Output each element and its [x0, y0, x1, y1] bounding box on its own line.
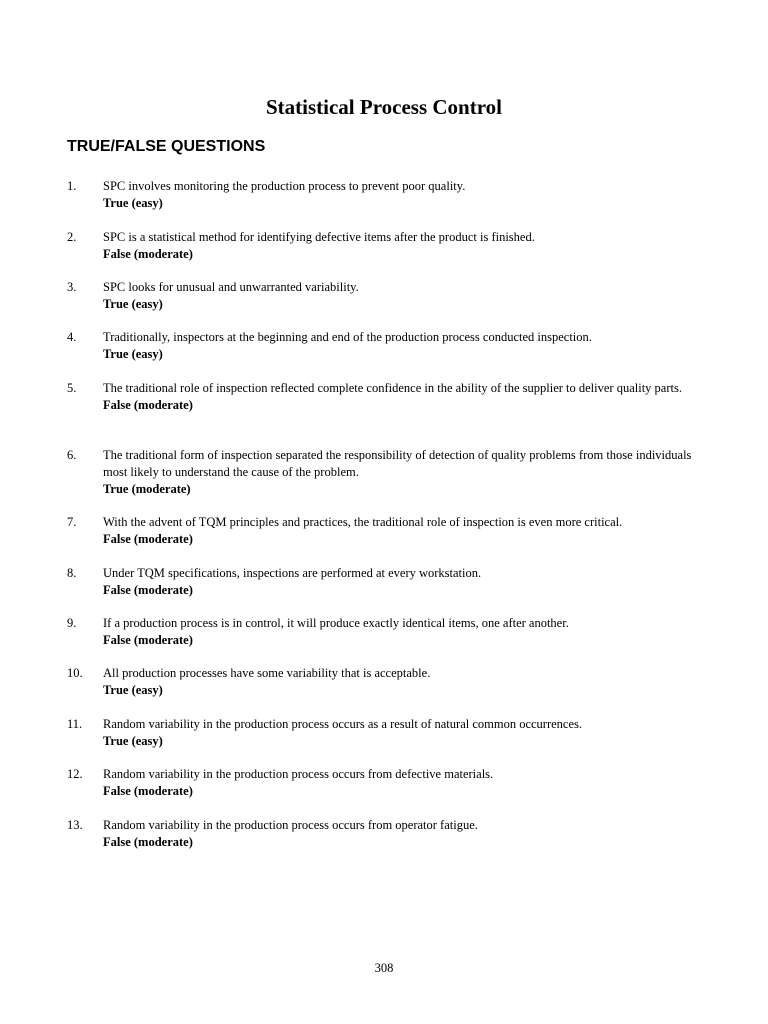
question-text: SPC involves monitoring the production process to prevent poor quality. — [103, 179, 466, 193]
question-answer: False (moderate) — [103, 398, 193, 412]
question-answer: True (easy) — [103, 297, 163, 311]
page-number: 308 — [374, 961, 394, 975]
question-number: 1. — [67, 179, 77, 193]
question-answer: False (moderate) — [103, 247, 193, 261]
question-text: Random variability in the production process occurs from operator fatigue. — [103, 818, 478, 832]
question-text: The traditional form of inspection separated the responsibility of detection of quality problems from those individuals most likely to understand the cause of the problem. — [103, 448, 692, 479]
question-number: 11. — [67, 717, 83, 731]
question-item — [67, 447, 707, 498]
question-number: 13. — [67, 818, 83, 832]
question-text: With the advent of TQM principles and practices, the traditional role of inspection is even more critical. — [103, 515, 623, 529]
question-answer: False (moderate) — [103, 532, 193, 546]
question-number: 6. — [67, 448, 77, 462]
question-item — [67, 380, 707, 414]
section-heading: TRUE/FALSE QUESTIONS — [67, 138, 266, 155]
question-number: 4. — [67, 330, 77, 344]
question-answer: True (easy) — [103, 683, 163, 697]
question-answer: False (moderate) — [103, 835, 193, 849]
question-number: 8. — [67, 566, 77, 580]
question-item — [67, 329, 707, 363]
question-answer: True (easy) — [103, 734, 163, 748]
question-answer: False (moderate) — [103, 784, 193, 798]
question-item — [67, 817, 707, 851]
question-number: 9. — [67, 616, 77, 630]
question-answer: False (moderate) — [103, 583, 193, 597]
question-number: 5. — [67, 381, 77, 395]
page-title: Statistical Process Control — [265, 95, 503, 119]
question-text: Random variability in the production process occurs from defective materials. — [103, 767, 494, 781]
question-number: 12. — [67, 767, 83, 781]
question-text: All production processes have some variability that is acceptable. — [103, 666, 431, 680]
question-item — [67, 279, 707, 313]
question-item — [67, 665, 707, 699]
question-text: Random variability in the production process occurs as a result of natural common occurrences. — [103, 717, 583, 731]
question-item — [67, 716, 707, 750]
question-text: The traditional role of inspection reflected complete confidence in the ability of the supplier to deliver quality parts. — [103, 381, 682, 395]
question-text: SPC looks for unusual and unwarranted variability. — [103, 280, 359, 294]
question-answer: True (easy) — [103, 196, 163, 210]
question-item — [67, 766, 707, 800]
question-number: 7. — [67, 515, 77, 529]
question-text: If a production process is in control, it will produce exactly identical items, one after another. — [103, 616, 569, 630]
question-item — [67, 514, 707, 548]
question-answer: False (moderate) — [103, 633, 193, 647]
question-item — [67, 565, 707, 599]
question-text: SPC is a statistical method for identifying defective items after the product is finished. — [103, 230, 535, 244]
question-item — [67, 615, 707, 649]
question-number: 3. — [67, 280, 77, 294]
question-number: 10. — [67, 666, 83, 680]
question-answer: True (easy) — [103, 347, 163, 361]
question-item — [67, 178, 707, 212]
question-item — [67, 229, 707, 263]
question-answer: True (moderate) — [103, 482, 191, 496]
question-text: Traditionally, inspectors at the beginning and end of the production process conducted inspection. — [103, 330, 592, 344]
question-number: 2. — [67, 230, 77, 244]
question-text: Under TQM specifications, inspections are performed at every workstation. — [103, 566, 482, 580]
